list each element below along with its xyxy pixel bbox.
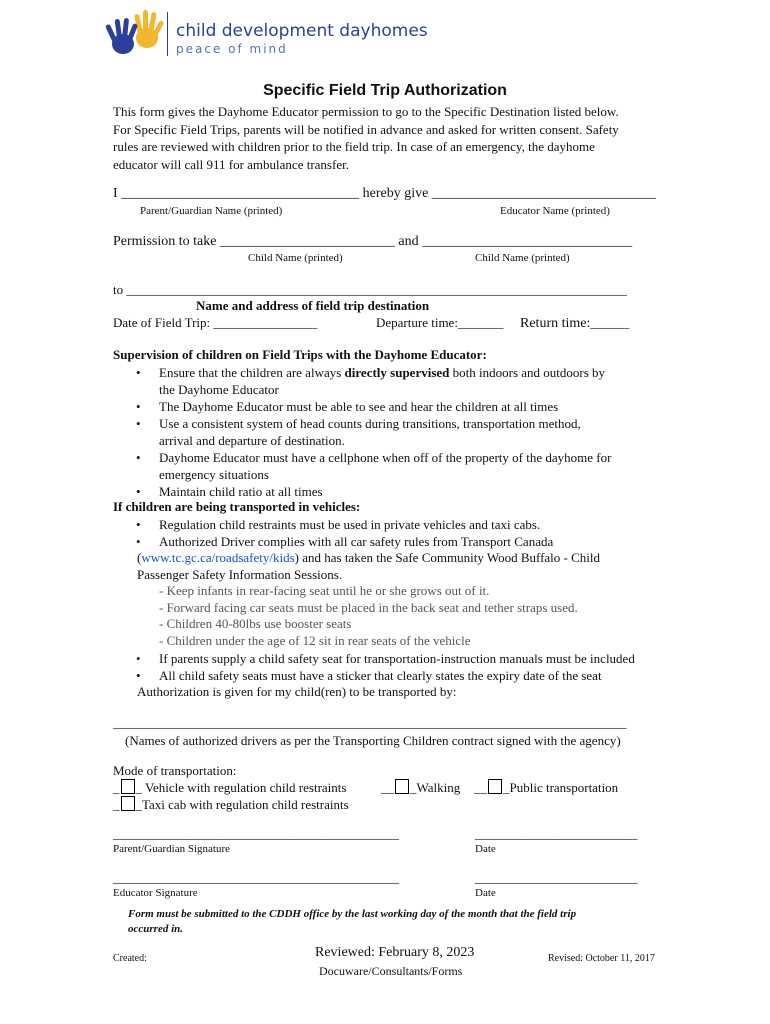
option-label: Vehicle with regulation child restraints	[145, 780, 347, 795]
vehicles-list	[159, 516, 553, 550]
mode-heading: Mode of transportation:	[113, 763, 237, 778]
educator-date-label: Date	[475, 887, 496, 899]
list-item: • Dayhome Educator must have a cellphone when off of the property of the dayhome for	[159, 449, 611, 466]
educator-date-line[interactable]: _________________________	[475, 870, 638, 885]
list-item-continued: the Dayhome Educator	[159, 382, 279, 397]
sub-rule: - Keep infants in rear-facing seat until he or she grows out of it.	[159, 583, 490, 598]
intro-line: This form gives the Dayhome Educator permission to go to the Specific Destination listed below.	[113, 104, 619, 119]
parent-signature-line[interactable]: ____________________________________________	[113, 826, 399, 841]
drivers-line[interactable]: _______________________________________________________________________________	[113, 715, 627, 730]
created-label: Created:	[113, 953, 147, 964]
supervision-list	[159, 364, 611, 500]
list-item: • All child safety seats must have a sticker that clearly states the expiry date of the seat	[159, 667, 635, 684]
vehicle-checkbox[interactable]	[121, 779, 135, 794]
sub-rule: - Forward facing car seats must be placed in the back seat and tether straps used.	[159, 599, 578, 615]
intro-line: For Specific Field Trips, parents will be notified in advance and asked for written consent. Safety	[113, 121, 619, 137]
revised-date: Revised: October 11, 2017	[548, 953, 655, 964]
field-trip-date[interactable]: Date of Field Trip: ________________	[113, 315, 318, 330]
option-walking[interactable]: __ _Walking	[381, 780, 461, 795]
departure-time[interactable]: Departure time:_______	[376, 315, 504, 330]
vehicles-heading: If children are being transported in vehicles:	[113, 499, 361, 514]
authorization-line: Authorization is given for my child(ren) to be transported by:	[137, 684, 457, 699]
return-time-label: Return time:	[520, 316, 591, 331]
walking-checkbox[interactable]	[395, 779, 409, 794]
list-item-continued: arrival and departure of destination.	[159, 433, 345, 448]
list-item: • The Dayhome Educator must be able to see and hear the children at all times	[159, 398, 611, 415]
label-parent-name: Parent/Guardian Name (printed)	[140, 205, 283, 217]
list-item: • Regulation child restraints must be used in private vehicles and taxi cabs.	[159, 516, 553, 533]
label-destination: Name and address of field trip destination	[196, 298, 430, 313]
option-vehicle[interactable]: _ _ Vehicle with regulation child restraints	[113, 780, 347, 795]
option-label: Walking	[416, 780, 461, 795]
parent-date-label: Date	[475, 843, 496, 855]
educator-signature-line[interactable]: ____________________________________________	[113, 870, 399, 885]
parent-signature-label: Parent/Guardian Signature	[113, 843, 230, 855]
car-seat-rules	[159, 583, 578, 649]
option-taxi[interactable]: _ _Taxi cab with regulation child restraints	[113, 797, 349, 812]
public-transport-checkbox[interactable]	[488, 779, 502, 794]
intro-line: rules are reviewed with children prior to the field trip. In case of an emergency, the dayhome	[113, 139, 595, 154]
supervision-heading: Supervision of children on Field Trips with the Dayhome Educator:	[113, 347, 487, 362]
label-child-name-1: Child Name (printed)	[248, 252, 343, 264]
list-item: • Ensure that the children are always directly supervised both indoors and outdoors by	[159, 364, 611, 381]
list-item: • Use a consistent system of head counts during transitions, transportation method,	[159, 415, 611, 432]
list-item-continued: emergency situations	[159, 467, 269, 482]
logo	[103, 8, 433, 58]
parent-date-line[interactable]: _________________________	[475, 826, 638, 841]
transport-canada-line: (www.tc.gc.ca/roadsafety/kids) and has taken the Safe Community Wood Buffalo - Child	[137, 550, 601, 565]
logo-tagline: peace of mind	[176, 42, 288, 56]
vehicles-list-2	[159, 650, 635, 684]
taxi-checkbox[interactable]	[121, 796, 135, 811]
logo-divider	[167, 12, 168, 56]
educator-signature-label: Educator Signature	[113, 887, 198, 899]
list-item-continued: Passenger Safety Information Sessions.	[137, 567, 343, 582]
logo-name: child development dayhomes	[176, 21, 428, 41]
hands-logo-icon	[103, 8, 165, 58]
intro-line: educator will call 911 for ambulance transfer.	[113, 156, 349, 172]
option-public-transport[interactable]: __ _Public transportation	[474, 780, 619, 795]
submission-note: Form must be submitted to the CDDH office by the last working day of the month that the field trip occurred in.	[128, 908, 577, 935]
list-item: • Maintain child ratio at all times	[159, 483, 611, 500]
consent-line-2[interactable]: Permission to take _________________________ and ______________________________	[113, 234, 633, 249]
reviewed-date: Reviewed: February 8, 2023	[315, 945, 475, 960]
label-educator-name: Educator Name (printed)	[500, 205, 610, 217]
sub-rule: - Children 40-80lbs use booster seats	[159, 616, 352, 631]
document-path: Docuware/Consultants/Forms	[319, 964, 463, 978]
roadsafety-link[interactable]: www.tc.gc.ca/roadsafety/kids	[141, 550, 295, 565]
return-time-blank: ______	[590, 315, 630, 330]
intro-paragraph	[113, 103, 619, 173]
sub-rule: - Children under the age of 12 sit in rear seats of the vehicle	[159, 632, 471, 648]
consent-line-1[interactable]: I __________________________________ hereby give ________________________________	[113, 186, 656, 201]
label-child-name-2: Child Name (printed)	[475, 252, 570, 264]
list-item: • Authorized Driver complies with all car safety rules from Transport Canada	[159, 533, 553, 550]
option-label: Taxi cab with regulation child restraints	[142, 797, 349, 812]
drivers-label: (Names of authorized drivers as per the Transporting Children contract signed with the agency)	[125, 733, 621, 748]
page-title: Specific Field Trip Authorization	[263, 82, 507, 99]
destination-line[interactable]: to _____________________________________________________________________________	[113, 282, 627, 297]
list-item: • If parents supply a child safety seat for transportation-instruction manuals must be included	[159, 650, 635, 667]
return-time[interactable]	[520, 314, 629, 332]
option-label: Public transportation	[509, 780, 619, 795]
